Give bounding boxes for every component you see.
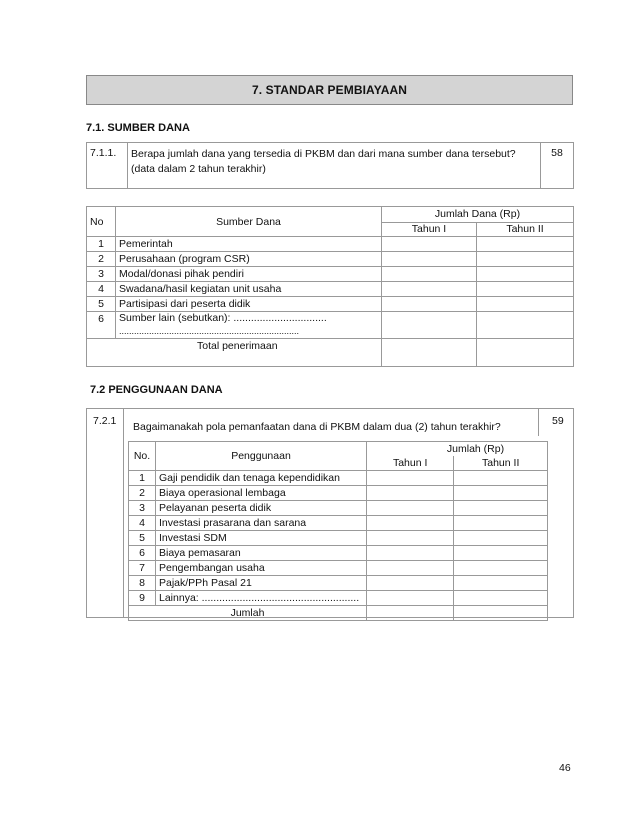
total-year2-cell[interactable] (454, 606, 548, 621)
row-no: 5 (129, 531, 156, 546)
row-no: 6 (129, 546, 156, 561)
table-row (87, 297, 574, 312)
fund-usage-table (128, 441, 548, 621)
amount-year1-cell[interactable] (367, 561, 454, 576)
amount-year1-cell[interactable] (382, 312, 477, 339)
row-no: 3 (87, 267, 116, 282)
row-label: Pemerintah (116, 237, 382, 252)
table-row (129, 576, 548, 591)
amount-year1-cell[interactable] (367, 546, 454, 561)
amount-year2-cell[interactable] (477, 282, 574, 297)
funding-source-table (86, 206, 574, 367)
row-no: 6 (87, 312, 116, 339)
row-no: 8 (129, 576, 156, 591)
amount-year1-cell[interactable] (367, 501, 454, 516)
amount-year2-cell[interactable] (454, 516, 548, 531)
amount-year2-cell[interactable] (454, 486, 548, 501)
col-header-use: Penggunaan (156, 442, 367, 471)
table-row (129, 561, 548, 576)
row-label-continuation: ........................................................................ (119, 326, 300, 336)
section-heading-penggunaan-dana: 7.2 PENGGUNAAN DANA (90, 384, 223, 396)
row-label: Biaya operasional lembaga (156, 486, 367, 501)
amount-year1-cell[interactable] (382, 267, 477, 282)
row-label: Biaya pemasaran (156, 546, 367, 561)
amount-year1-cell[interactable] (367, 486, 454, 501)
amount-year1-cell[interactable] (382, 297, 477, 312)
total-row (129, 606, 548, 621)
total-label: Total penerimaan (87, 339, 382, 367)
row-no: 4 (87, 282, 116, 297)
total-year1-cell[interactable] (382, 339, 477, 367)
amount-year2-cell[interactable] (454, 546, 548, 561)
question-number: 7.2.1 (93, 415, 117, 427)
page-number: 46 (559, 762, 571, 774)
row-no: 5 (87, 297, 116, 312)
row-no: 2 (129, 486, 156, 501)
amount-year1-cell[interactable] (367, 531, 454, 546)
col-header-year1: Tahun I (382, 223, 477, 237)
col-header-year1: Tahun I (367, 456, 454, 471)
amount-year1-cell[interactable] (382, 282, 477, 297)
question-7-2-1-box (86, 408, 574, 618)
amount-year2-cell[interactable] (477, 312, 574, 339)
question-code: 59 (552, 415, 564, 427)
col-header-no: No. (129, 442, 156, 471)
section-heading-sumber-dana: 7.1. SUMBER DANA (86, 122, 190, 134)
row-label: Investasi SDM (156, 531, 367, 546)
row-label: Pajak/PPh Pasal 21 (156, 576, 367, 591)
question-text: Berapa jumlah dana yang tersedia di PKBM dan dari mana sumber dana tersebut? (data dalam 2 tahun terakhir) (128, 143, 541, 189)
table-row (87, 237, 574, 252)
question-7-1-1 (86, 142, 574, 189)
table-row (87, 252, 574, 267)
row-label: Pengembangan usaha (156, 561, 367, 576)
col-header-source: Sumber Dana (116, 207, 382, 237)
col-header-amount: Jumlah Dana (Rp) (382, 207, 574, 223)
row-label: Gaji pendidik dan tenaga kependidikan (156, 471, 367, 486)
total-year1-cell[interactable] (367, 606, 454, 621)
amount-year1-cell[interactable] (382, 252, 477, 267)
col-header-year2: Tahun II (454, 456, 548, 471)
col-header-no: No (87, 207, 116, 237)
total-label: Jumlah (129, 606, 367, 621)
row-no: 9 (129, 591, 156, 606)
table-row (129, 501, 548, 516)
amount-year1-cell[interactable] (367, 471, 454, 486)
col-header-amount: Jumlah (Rp) (367, 442, 548, 457)
table-row (87, 282, 574, 297)
amount-year2-cell[interactable] (454, 576, 548, 591)
row-no: 3 (129, 501, 156, 516)
table-row (87, 312, 574, 339)
col-header-year2: Tahun II (477, 223, 574, 237)
total-year2-cell[interactable] (477, 339, 574, 367)
table-row (129, 471, 548, 486)
amount-year2-cell[interactable] (477, 237, 574, 252)
amount-year2-cell[interactable] (477, 252, 574, 267)
amount-year2-cell[interactable] (477, 297, 574, 312)
table-row (129, 486, 548, 501)
amount-year1-cell[interactable] (367, 576, 454, 591)
row-label: Sumber lain (sebutkan): ................................ (119, 312, 327, 324)
row-label: Partisipasi dari peserta didik (116, 297, 382, 312)
row-label: Pelayanan peserta didik (156, 501, 367, 516)
question-code: 58 (541, 143, 574, 189)
amount-year2-cell[interactable] (454, 591, 548, 606)
table-row (87, 267, 574, 282)
table-row (129, 591, 548, 606)
row-label: Perusahaan (program CSR) (116, 252, 382, 267)
question-text: Bagaimanakah pola pemanfaatan dana di PKBM dalam dua (2) tahun terakhir? (133, 421, 501, 433)
page-title: 7. STANDAR PEMBIAYAAN (86, 75, 573, 105)
table-row (129, 531, 548, 546)
amount-year2-cell[interactable] (454, 501, 548, 516)
divider (123, 409, 124, 617)
amount-year2-cell[interactable] (454, 561, 548, 576)
row-label-other (116, 312, 382, 339)
amount-year2-cell[interactable] (454, 471, 548, 486)
row-no: 4 (129, 516, 156, 531)
row-no: 7 (129, 561, 156, 576)
table-row (129, 546, 548, 561)
row-label: Swadana/hasil kegiatan unit usaha (116, 282, 382, 297)
row-no: 1 (129, 471, 156, 486)
amount-year1-cell[interactable] (367, 591, 454, 606)
amount-year2-cell[interactable] (454, 531, 548, 546)
amount-year2-cell[interactable] (477, 267, 574, 282)
amount-year1-cell[interactable] (382, 237, 477, 252)
row-label: Lainnya: ...................................................... (156, 591, 367, 606)
row-label: Investasi prasarana dan sarana (156, 516, 367, 531)
question-number: 7.1.1. (87, 143, 128, 189)
amount-year1-cell[interactable] (367, 516, 454, 531)
row-no: 1 (87, 237, 116, 252)
divider (538, 409, 539, 436)
row-no: 2 (87, 252, 116, 267)
total-row (87, 339, 574, 367)
table-row (129, 516, 548, 531)
row-label: Modal/donasi pihak pendiri (116, 267, 382, 282)
